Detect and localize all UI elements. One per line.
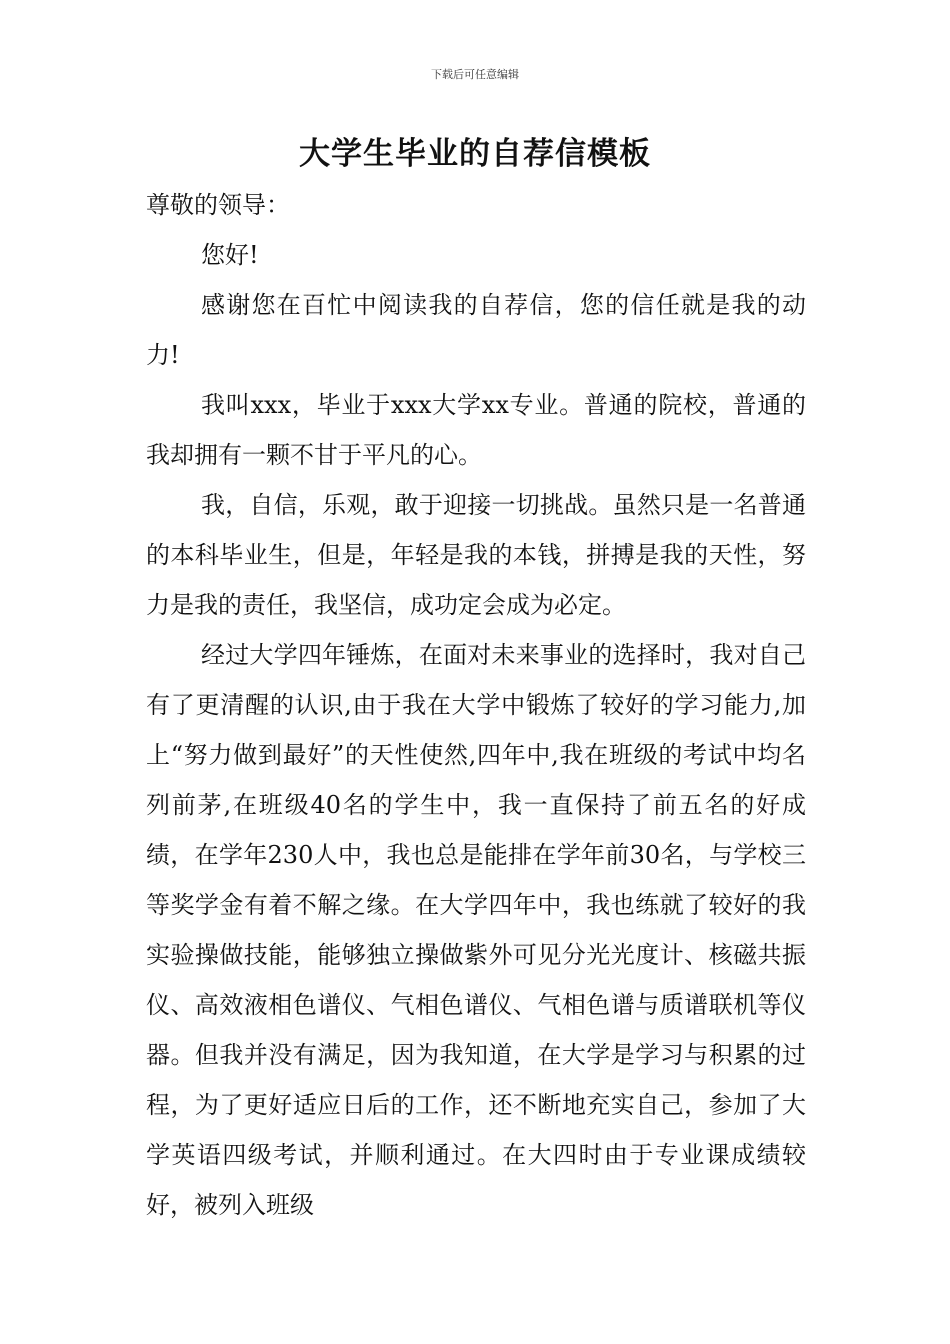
paragraph-intro: 我叫xxx，毕业于xxx大学xx专业。普通的院校，普通的我却拥有一颗不甘于平凡的心。 bbox=[146, 391, 806, 469]
letter-body bbox=[146, 180, 806, 1230]
page-title: 大学生毕业的自荐信模板 bbox=[299, 136, 651, 172]
paragraph-thanks: 感谢您在百忙中阅读我的自荐信，您的信任就是我的动力! bbox=[146, 291, 806, 369]
paragraph-greeting: 您好! bbox=[201, 241, 259, 269]
paragraph-experience: 经过大学四年锤炼，在面对未来事业的选择时，我对自己有了更清醒的认识,由于我在大学中锻炼了较好的学习能力,加上“努力做到最好”的天性使然,四年中,我在班级的考试中均名列前茅,在班级40名的学生中，我一直保持了前五名的好成绩，在学年230人中，我也总是能排在学年前30名，与学校三等奖学金有着不解之缘。在大学四年中，我也练就了较好的我实验操做技能，能够独立操做紫外可见分光光度计、核磁共振仪、高效液相色谱仪、气相色谱仪、气相色谱与质谱联机等仪器。但我并没有满足，因为我知道，在大学是学习与积累的过程，为了更好适应日后的工作，还不断地充实自己，参加了大学英语四级考试，并顺利通过。在大四时由于专业课成绩较好，被列入班级 bbox=[146, 641, 806, 1219]
paragraph-character: 我，自信，乐观，敢于迎接一切挑战。虽然只是一名普通的本科毕业生，但是，年轻是我的本钱，拼搏是我的天性，努力是我的责任，我坚信，成功定会成为必定。 bbox=[146, 491, 806, 619]
salutation: 尊敬的领导： bbox=[146, 191, 290, 219]
header-note: 下载后可任意编辑 bbox=[431, 68, 519, 81]
